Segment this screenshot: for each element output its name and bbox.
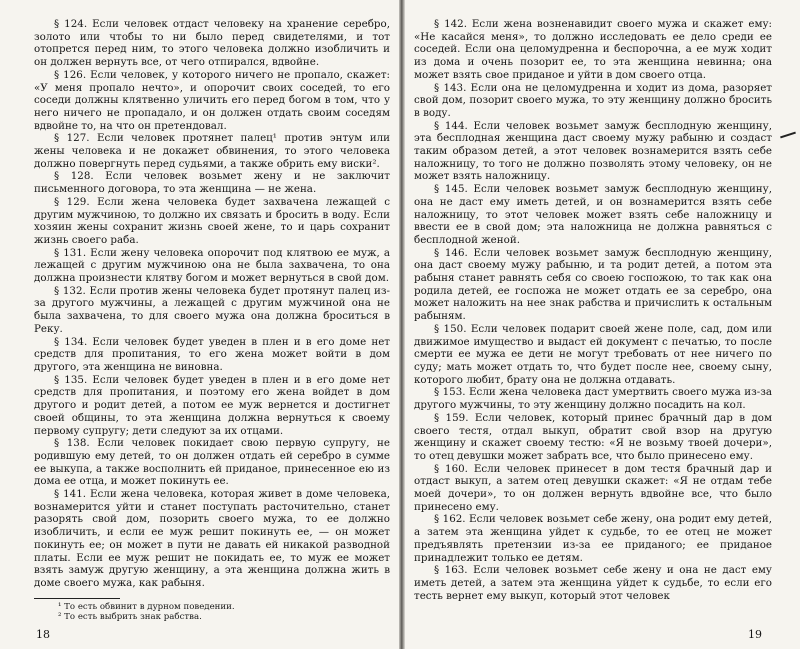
paragraph-153: § 153. Если жена человека даст умертвить своего мужа из-за другого мужчины, то эту женщину должно посадить на кол.	[414, 386, 772, 412]
paragraph-127: § 127. Если человек протянет палец¹ против энтум или жены человека и не докажет обвинения, то этого человека должно повергнуть перед судьями, а также обрить ему виски².	[34, 132, 390, 170]
paragraph-159: § 159. Если человек, который принес брачный дар в дом своего тестя, отдал выкуп, обратит свой взор на другую женщину и скажет своему тестю: «Я не возьму твоей дочери», то отец девушки может забрать все, что было принесено ему.	[414, 411, 772, 462]
paragraph-160: § 160. Если человек принесет в дом тестя брачный дар и отдаст выкуп, а затем отец девушки скажет: «Я не отдам тебе моей дочери», то он должен вернуть вдвойне все, что было принесено ему.	[414, 462, 772, 513]
paragraph-138: § 138. Если человек покидает свою первую супругу, не родившую ему детей, то он должен отдать ей серебро в сумме ее выкупа, а также восполнить ей приданое, принесенное ею из дома ее отца, и может покинуть ее.	[34, 437, 390, 488]
paragraph-124: § 124. Если человек отдаст человеку на хранение серебро, золото или чтобы то ни было перед свидетелями, и тот отопрется перед ним, то этого человека должно изобличить и он должен вернуть все, от чего отпирался, вдвойне.	[34, 18, 390, 69]
paragraph-146: § 146. Если человек возьмет замуж бесплодную женщину, она даст своему мужу рабыню, и та родит детей, а потом эта рабыня станет равнять себя со своею госпожою, то так как она родила детей, ее госпожа не может отдать ее за серебро, она может наложить на нее знак рабства и причислить к остальным рабыням.	[414, 246, 772, 323]
left-page-text	[34, 18, 390, 590]
paragraph-142: § 142. Если жена возненавидит своего мужа и скажет ему: «Не касайся меня», то должно исследовать ее дело среди ее соседей. Если она целомудренна и беспорочна, а ее муж ходит из дома и очень позорит ее, то эта женщина невинна; она может взять свое приданое и уйти в дом своего отца.	[414, 18, 772, 81]
footnote-2: ² То есть выбрить знак рабства.	[58, 612, 202, 623]
paragraph-145: § 145. Если человек возьмет замуж бесплодную женщину, она не даст ему иметь детей, и он вознамерится взять себе наложницу, то этот человек может взять себе наложницу и ввести ее в свой дом; эта наложница не должна равняться с бесплодной женой.	[414, 183, 772, 246]
paragraph-129: § 129. Если жена человека будет захвачена лежащей с другим мужчиною, то должно их связать и бросить в воду. Если хозяин жены сохранит жизнь своей жене, то и царь сохранит жизнь своего раба.	[34, 195, 390, 246]
paragraph-163: § 163. Если человек возьмет себе жену и она не даст ему иметь детей, а затем эта женщина уйдет к судьбе, то если его тесть вернет ему выкуп, который этот человек	[414, 564, 772, 602]
paragraph-131: § 131. Если жену человека опорочит под клятвою ее муж, а лежащей с другим мужчиною она не была захвачена, то она должна произнести клятву богом и может вернуться в свой дом.	[34, 246, 390, 285]
paragraph-143: § 143. Если она не целомудренна и ходит из дома, разоряет свой дом, позорит своего мужа, то эту женщину должно бросить в воду.	[414, 81, 772, 119]
footnote-1: ¹ То есть обвинит в дурном поведении.	[58, 601, 235, 612]
paragraph-162: § 162. Если человек возьмет себе жену, она родит ему детей, а затем эта женщина уйдет к судьбе, то ее отец не может предъявлять претензии из-за ее приданого; ее приданое принадлежит только ее детям.	[414, 513, 772, 564]
paragraph-134: § 134. Если человек будет уведен в плен и в его доме нет средств для пропитания, то его жена может войти в дом другого, эта женщина не виновна.	[34, 335, 390, 373]
paragraph-126: § 126. Если человек, у которого ничего не пропало, скажет: «У меня пропало нечто», и опорочит своих соседей, то его соседи должны клятвенно уличить его перед богом в том, что у него ничего не пропадало, и он должен отдать своим соседям вдвойне то, на что он претендовал.	[34, 68, 390, 132]
paragraph-144: § 144. Если человек возьмет замуж бесплодную женщину, эта бесплодная женщина даст своему мужу рабыню и создаст таким образом детей, а этот человек вознамерится взять себе наложницу, то того не должно позволять этому человеку, он не может взять наложницу.	[414, 119, 772, 183]
right-page-text	[414, 18, 772, 602]
page-number-left: 18	[36, 628, 50, 641]
right-page	[404, 0, 800, 649]
paragraph-141: § 141. Если жена человека, которая живет в доме человека, вознамерится уйти и станет поступать расточительно, станет разорять свой дом, позорить своего мужа, то ее должно изобличить, и если ее муж решит покинуть ее, — он может покинуть ее; он может в пути не давать ей никакой разводной платы. Если ее муж решит не покидать ее, то муж ее может взять замуж другую женщину, а эта женщина должна жить в доме своего мужа, как рабыня.	[34, 488, 390, 589]
paragraph-128: § 128. Если человек возьмет жену и не заключит письменного договора, то эта женщина — не жена.	[34, 170, 390, 196]
margin-pencil-mark	[780, 132, 796, 139]
page-number-right: 19	[748, 628, 762, 641]
paragraph-135: § 135. Если человек будет уведен в плен и в его доме нет средств для пропитания, и поэтому его жена войдет в дом другого и родит детей, а потом ее муж вернется и достигнет своей общины, то эта женщина должна вернуться к своему первому супругу; дети следуют за их отцами.	[34, 373, 390, 437]
paragraph-132: § 132. Если против жены человека будет протянут палец из-за другого мужчины, а лежащей с другим мужчиной она не была захвачена, то для своего мужа она должна броситься в Реку.	[34, 284, 390, 335]
footnote-rule	[34, 598, 120, 599]
paragraph-150: § 150. Если человек подарит своей жене поле, сад, дом или движимое имущество и выдаст ей документ с печатью, то после смерти ее мужа ее дети не могут требовать от нее ничего по суду; мать может отдать то, что будет после нее, своему сыну, которого любит, брату она не должна отдавать.	[414, 322, 772, 386]
